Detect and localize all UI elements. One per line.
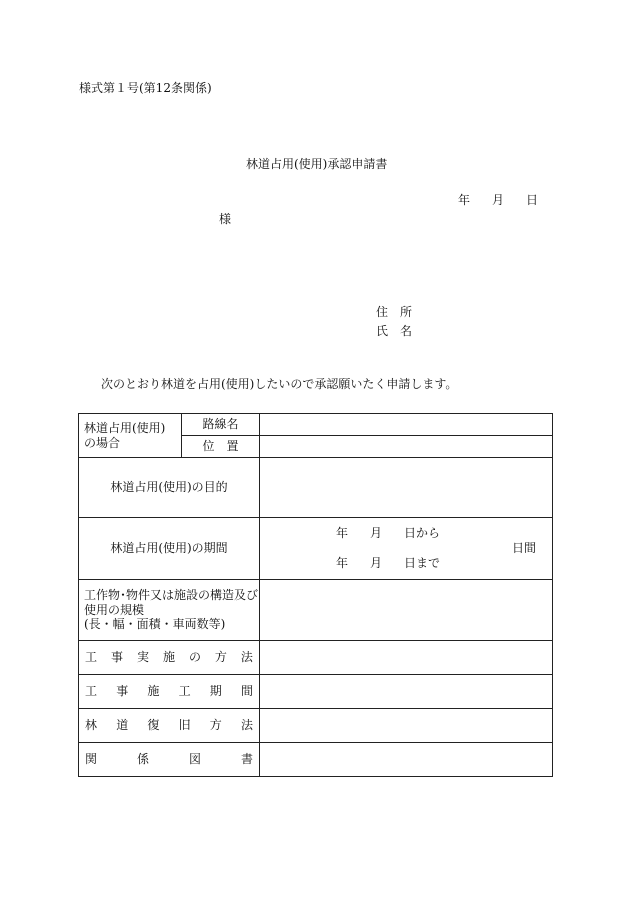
label-char: 工 (85, 684, 98, 699)
structure-row (79, 580, 553, 641)
intro-text: 次のとおり林道を占用(使用)したいので承認願いたく申請します。 (101, 377, 458, 391)
construction-method-label (79, 641, 260, 675)
period-end-year: 年 (336, 556, 349, 570)
structure-field[interactable] (260, 580, 553, 641)
purpose-label: 林道占用(使用)の目的 (79, 458, 260, 518)
route-name-field[interactable] (260, 414, 553, 436)
case-label-line2: の場合 (84, 435, 121, 450)
purpose-field[interactable] (260, 458, 553, 518)
label-char: の (188, 650, 201, 665)
label-char: 復 (147, 718, 160, 733)
related-drawings-label (79, 743, 260, 777)
related-drawings-row (79, 743, 553, 777)
label-char: 係 (136, 752, 149, 767)
label-char: 工 (178, 684, 191, 699)
route-name-label: 路線名 (182, 414, 260, 436)
period-row (79, 518, 553, 580)
form-number: 様式第１号(第12条関係) (79, 81, 212, 95)
label-char: 法 (240, 718, 253, 733)
period-field[interactable] (260, 518, 553, 580)
location-field[interactable] (260, 436, 553, 458)
route-name-row (79, 414, 553, 436)
case-label-line1: 林道占用(使用) (84, 421, 166, 436)
date-line (458, 193, 538, 207)
structure-label-line1: 工作物･物件又は施設の構造及び (84, 588, 259, 603)
structure-label (79, 580, 260, 641)
period-start-day: 日から (404, 526, 441, 540)
addressee-suffix: 様 (219, 212, 232, 226)
application-table (78, 413, 553, 777)
label-char: 林 (85, 718, 98, 733)
label-char: 関 (85, 752, 98, 767)
date-day: 日 (526, 193, 539, 207)
construction-period-label (79, 675, 260, 709)
label-char: 書 (240, 752, 253, 767)
label-char: 事 (110, 650, 123, 665)
date-year: 年 (458, 193, 471, 207)
label-char: 図 (188, 752, 201, 767)
period-days: 日間 (511, 541, 536, 555)
structure-label-line3: (長・幅・面積・車両数等) (84, 617, 226, 632)
label-char: 旧 (178, 718, 191, 733)
date-month: 月 (492, 193, 505, 207)
label-char: 法 (240, 650, 253, 665)
applicant-name-label: 氏 名 (376, 324, 413, 338)
restoration-method-field[interactable] (260, 709, 553, 743)
period-label: 林道占用(使用)の期間 (79, 518, 260, 580)
related-drawings-field[interactable] (260, 743, 553, 777)
structure-label-line2: 使用の規模 (84, 602, 145, 617)
period-start-year: 年 (336, 526, 349, 540)
label-char: 期 (209, 684, 222, 699)
label-char: 方 (214, 650, 227, 665)
label-char: 道 (116, 718, 129, 733)
restoration-method-row (79, 709, 553, 743)
label-char: 実 (136, 650, 149, 665)
period-start (336, 526, 440, 540)
document-title: 林道占用(使用)承認申請書 (246, 157, 388, 171)
label-char: 工 (85, 650, 98, 665)
construction-period-field[interactable] (260, 675, 553, 709)
label-char: 施 (147, 684, 160, 699)
period-start-month: 月 (370, 526, 383, 540)
construction-period-row (79, 675, 553, 709)
label-char: 間 (240, 684, 253, 699)
restoration-method-label (79, 709, 260, 743)
label-char: 方 (209, 718, 222, 733)
purpose-row (79, 458, 553, 518)
period-end-day: 日まで (404, 556, 441, 570)
location-label: 位 置 (182, 436, 260, 458)
period-end-month: 月 (370, 556, 383, 570)
period-end (336, 556, 440, 570)
construction-method-row (79, 641, 553, 675)
case-label-cell (79, 414, 182, 458)
applicant-address-label: 住 所 (376, 305, 413, 319)
label-char: 施 (162, 650, 175, 665)
label-char: 事 (116, 684, 129, 699)
construction-method-field[interactable] (260, 641, 553, 675)
